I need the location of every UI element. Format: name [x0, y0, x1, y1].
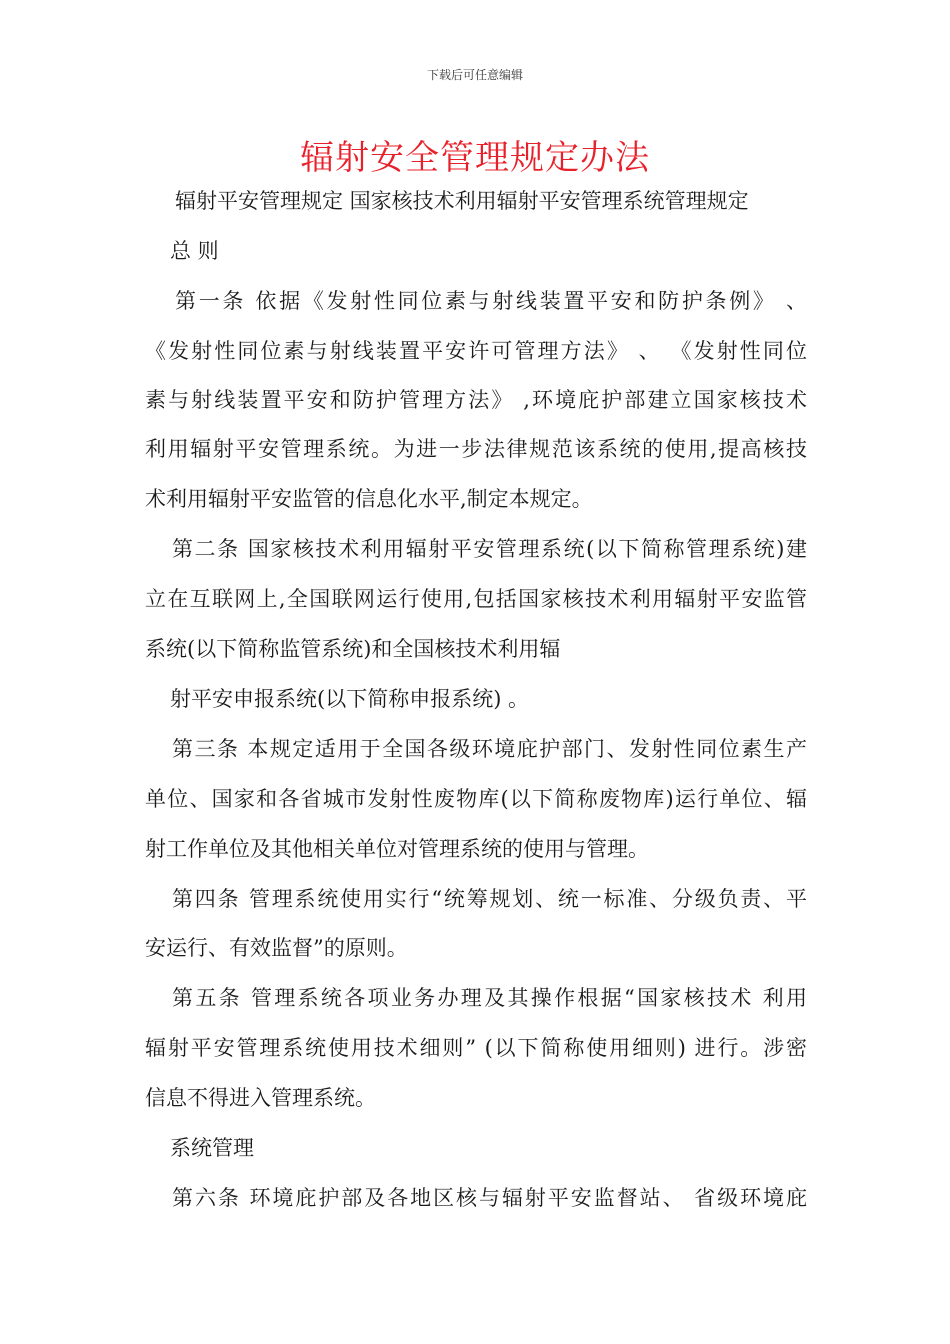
paragraph-line: 射工作单位及其他相关单位对管理系统的使用与管理。 [145, 837, 649, 861]
paragraph-line: 系统(以下简称监管系统)和全国核技术利用辐 [145, 637, 561, 661]
section-heading: 系统管理 [170, 1136, 254, 1160]
document-title: 辐射安全管理规定办法 [300, 138, 650, 178]
paragraph-line: 第三条 本规定适用于全国各级环境庇护部门、发射性同位素生产 [172, 737, 807, 761]
section-heading: 总 则 [170, 239, 219, 263]
paragraph-line: 安运行、有效监督”的原则。 [145, 936, 408, 960]
paragraph-line: 第一条 依据《发射性同位素与射线装置平安和防护条例》 、 [175, 289, 807, 313]
paragraph-line: 《发射性同位素与射线装置平安许可管理方法》 、 《发射性同位 [145, 339, 807, 363]
paragraph-line: 第五条 管理系统各项业务办理及其操作根据“国家核技术 利用 [172, 986, 807, 1010]
paragraph-line: 射平安申报系统(以下简称申报系统) 。 [170, 687, 530, 711]
paragraph-line: 信息不得进入管理系统。 [145, 1086, 376, 1110]
paragraph-line: 术利用辐射平安监管的信息化水平,制定本规定。 [145, 487, 593, 511]
paragraph-line: 素与射线装置平安和防护管理方法》 ,环境庇护部建立国家核技术 [145, 388, 807, 412]
subtitle-line: 辐射平安管理规定 国家核技术利用辐射平安管理系统管理规定 [175, 189, 749, 213]
paragraph-line: 单位、国家和各省城市发射性废物库(以下简称废物库)运行单位、辐 [145, 787, 807, 811]
header-note: 下载后可任意编辑 [426, 68, 523, 82]
paragraph-line: 辐射平安管理系统使用技术细则” (以下简称使用细则) 进行。涉密 [145, 1036, 807, 1060]
paragraph-line: 立在互联网上,全国联网运行使用,包括国家核技术利用辐射平安监管 [145, 587, 807, 611]
paragraph-line: 第四条 管理系统使用实行“统筹规划、统一标准、分级负责、平 [172, 887, 807, 911]
paragraph-line: 利用辐射平安管理系统。为进一步法律规范该系统的使用,提高核技 [145, 437, 807, 461]
paragraph-line: 第二条 国家核技术利用辐射平安管理系统(以下简称管理系统)建 [172, 537, 807, 561]
paragraph-line: 第六条 环境庇护部及各地区核与辐射平安监督站、 省级环境庇 [172, 1186, 807, 1210]
